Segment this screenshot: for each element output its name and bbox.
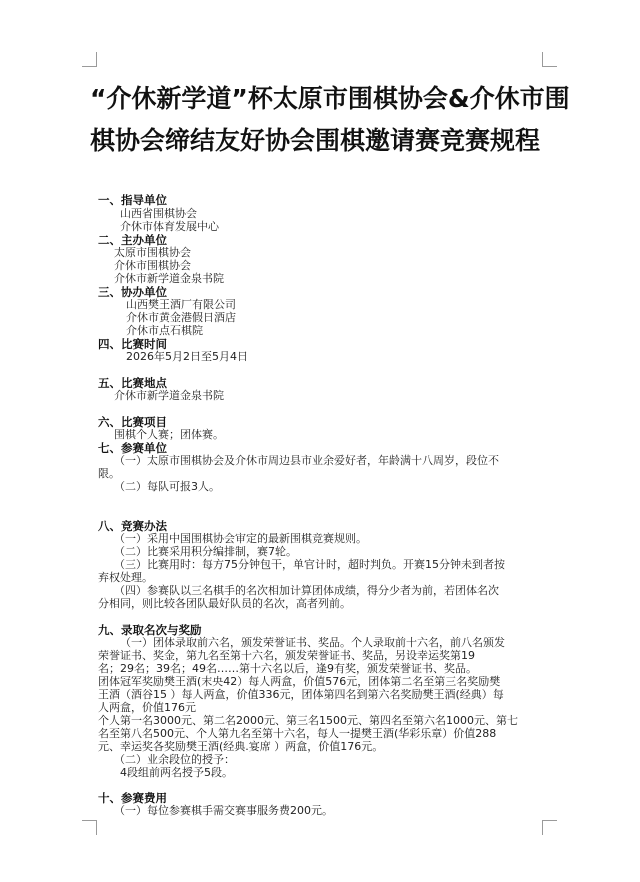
title-line-2: 棋协会缔结友好协会围棋邀请赛竞赛规程 (90, 126, 541, 155)
section-item: 太原市围棋协会 (114, 246, 191, 259)
section-item: 团体冠军奖励樊王酒(末央42）每人两盒，价值576元，团体第二名至第三名奖励樊 (98, 675, 501, 688)
section-item: （二）比赛采用积分编排制，赛7轮。 (114, 545, 297, 558)
section-heading-co-organizer: 三、协办单位 (98, 285, 167, 299)
section-item: （二）业余段位的授予： (114, 753, 235, 766)
section-heading-time: 四、比赛时间 (98, 337, 167, 351)
section-item: 介休市围棋协会 (114, 259, 191, 272)
section-item: 限。 (98, 467, 120, 480)
section-item: 山西省围棋协会 (120, 207, 197, 220)
section-item: 分相同，则比较各团队最好队员的名次，高者列前。 (98, 597, 351, 610)
section-item: 4段组前两名授予5段。 (120, 766, 233, 779)
section-item: 元、幸运奖各奖励樊王酒(经典.宴席 ）两盒，价值176元。 (98, 740, 384, 753)
section-heading-host: 二、主办单位 (98, 233, 167, 247)
section-item: （四）参赛队以三名棋手的名次相加计算团体成绩，得分少者为前，若团体名次 (114, 584, 499, 597)
section-item: 介休市新学道金泉书院 (114, 389, 224, 402)
crop-mark-bottom-right (542, 820, 557, 835)
section-item: 荣誉证书、奖金，第九名至第十六名，颁发荣誉证书、奖品，另设幸运奖第19 (98, 649, 475, 662)
crop-mark-top-left (82, 52, 97, 67)
crop-mark-bottom-left (82, 820, 97, 835)
section-heading-fees: 十、参赛费用 (98, 791, 167, 805)
section-item: 介休市新学道金泉书院 (114, 272, 224, 285)
section-item: 山西樊王酒厂有限公司 (126, 298, 236, 311)
section-item: 人两盒，价值176元 (98, 701, 196, 714)
section-item: （一）采用中国围棋协会审定的最新围棋竞赛规则。 (114, 532, 367, 545)
section-item: （一）每位参赛棋手需交赛事服务费200元。 (114, 804, 333, 817)
section-item: （一）团体录取前六名，颁发荣誉证书、奖品。个人录取前十六名，前八名颁发 (120, 636, 505, 649)
section-heading-events: 六、比赛项目 (98, 415, 167, 429)
section-item: 王酒（酒谷15 ）每人两盒，价值336元，团体第四名到第六名奖励樊王酒(经典）每 (98, 688, 504, 701)
section-heading-participants: 七、参赛单位 (98, 441, 167, 455)
title-line-1: “介休新学道”杯太原市围棋协会&介休市围 (90, 84, 570, 113)
section-item: （三）比赛用时：每方75分钟包干，单官计时，超时判负。开赛15分钟未到者按 (114, 558, 505, 571)
section-item: 名；29名；39名；49名……第十六名以后，逢9有奖，颁发荣誉证书、奖品。 (98, 662, 477, 675)
section-item: 个人第一名3000元、第二名2000元、第三名1500元、第四名至第六名1000元、第七 (98, 714, 518, 727)
section-heading-awards: 九、录取名次与奖励 (98, 623, 202, 637)
section-heading-competition-rules: 八、竞赛办法 (98, 519, 167, 533)
section-item: 围棋个人赛；团体赛。 (114, 428, 224, 441)
section-item: （二）每队可报3人。 (114, 480, 220, 493)
document-title (90, 78, 570, 162)
crop-mark-top-right (542, 52, 557, 67)
section-item: 介休市体育发展中心 (120, 220, 219, 233)
section-item: 介休市点石棋院 (126, 324, 203, 337)
section-heading-guidance: 一、指导单位 (98, 193, 167, 207)
section-item: 介休市黄金港假日酒店 (126, 311, 236, 324)
section-item: 2026年5月2日至5月4日 (126, 350, 248, 363)
section-item: 弃权处理。 (98, 571, 153, 584)
section-item: （一）太原市围棋协会及介休市周边县市业余爱好者，年龄满十八周岁，段位不 (114, 454, 499, 467)
section-heading-venue: 五、比赛地点 (98, 376, 167, 390)
section-item: 名至第八名500元、个人第九名至第十六名，每人一提樊王酒(华彩乐章）价值288 (98, 727, 497, 740)
